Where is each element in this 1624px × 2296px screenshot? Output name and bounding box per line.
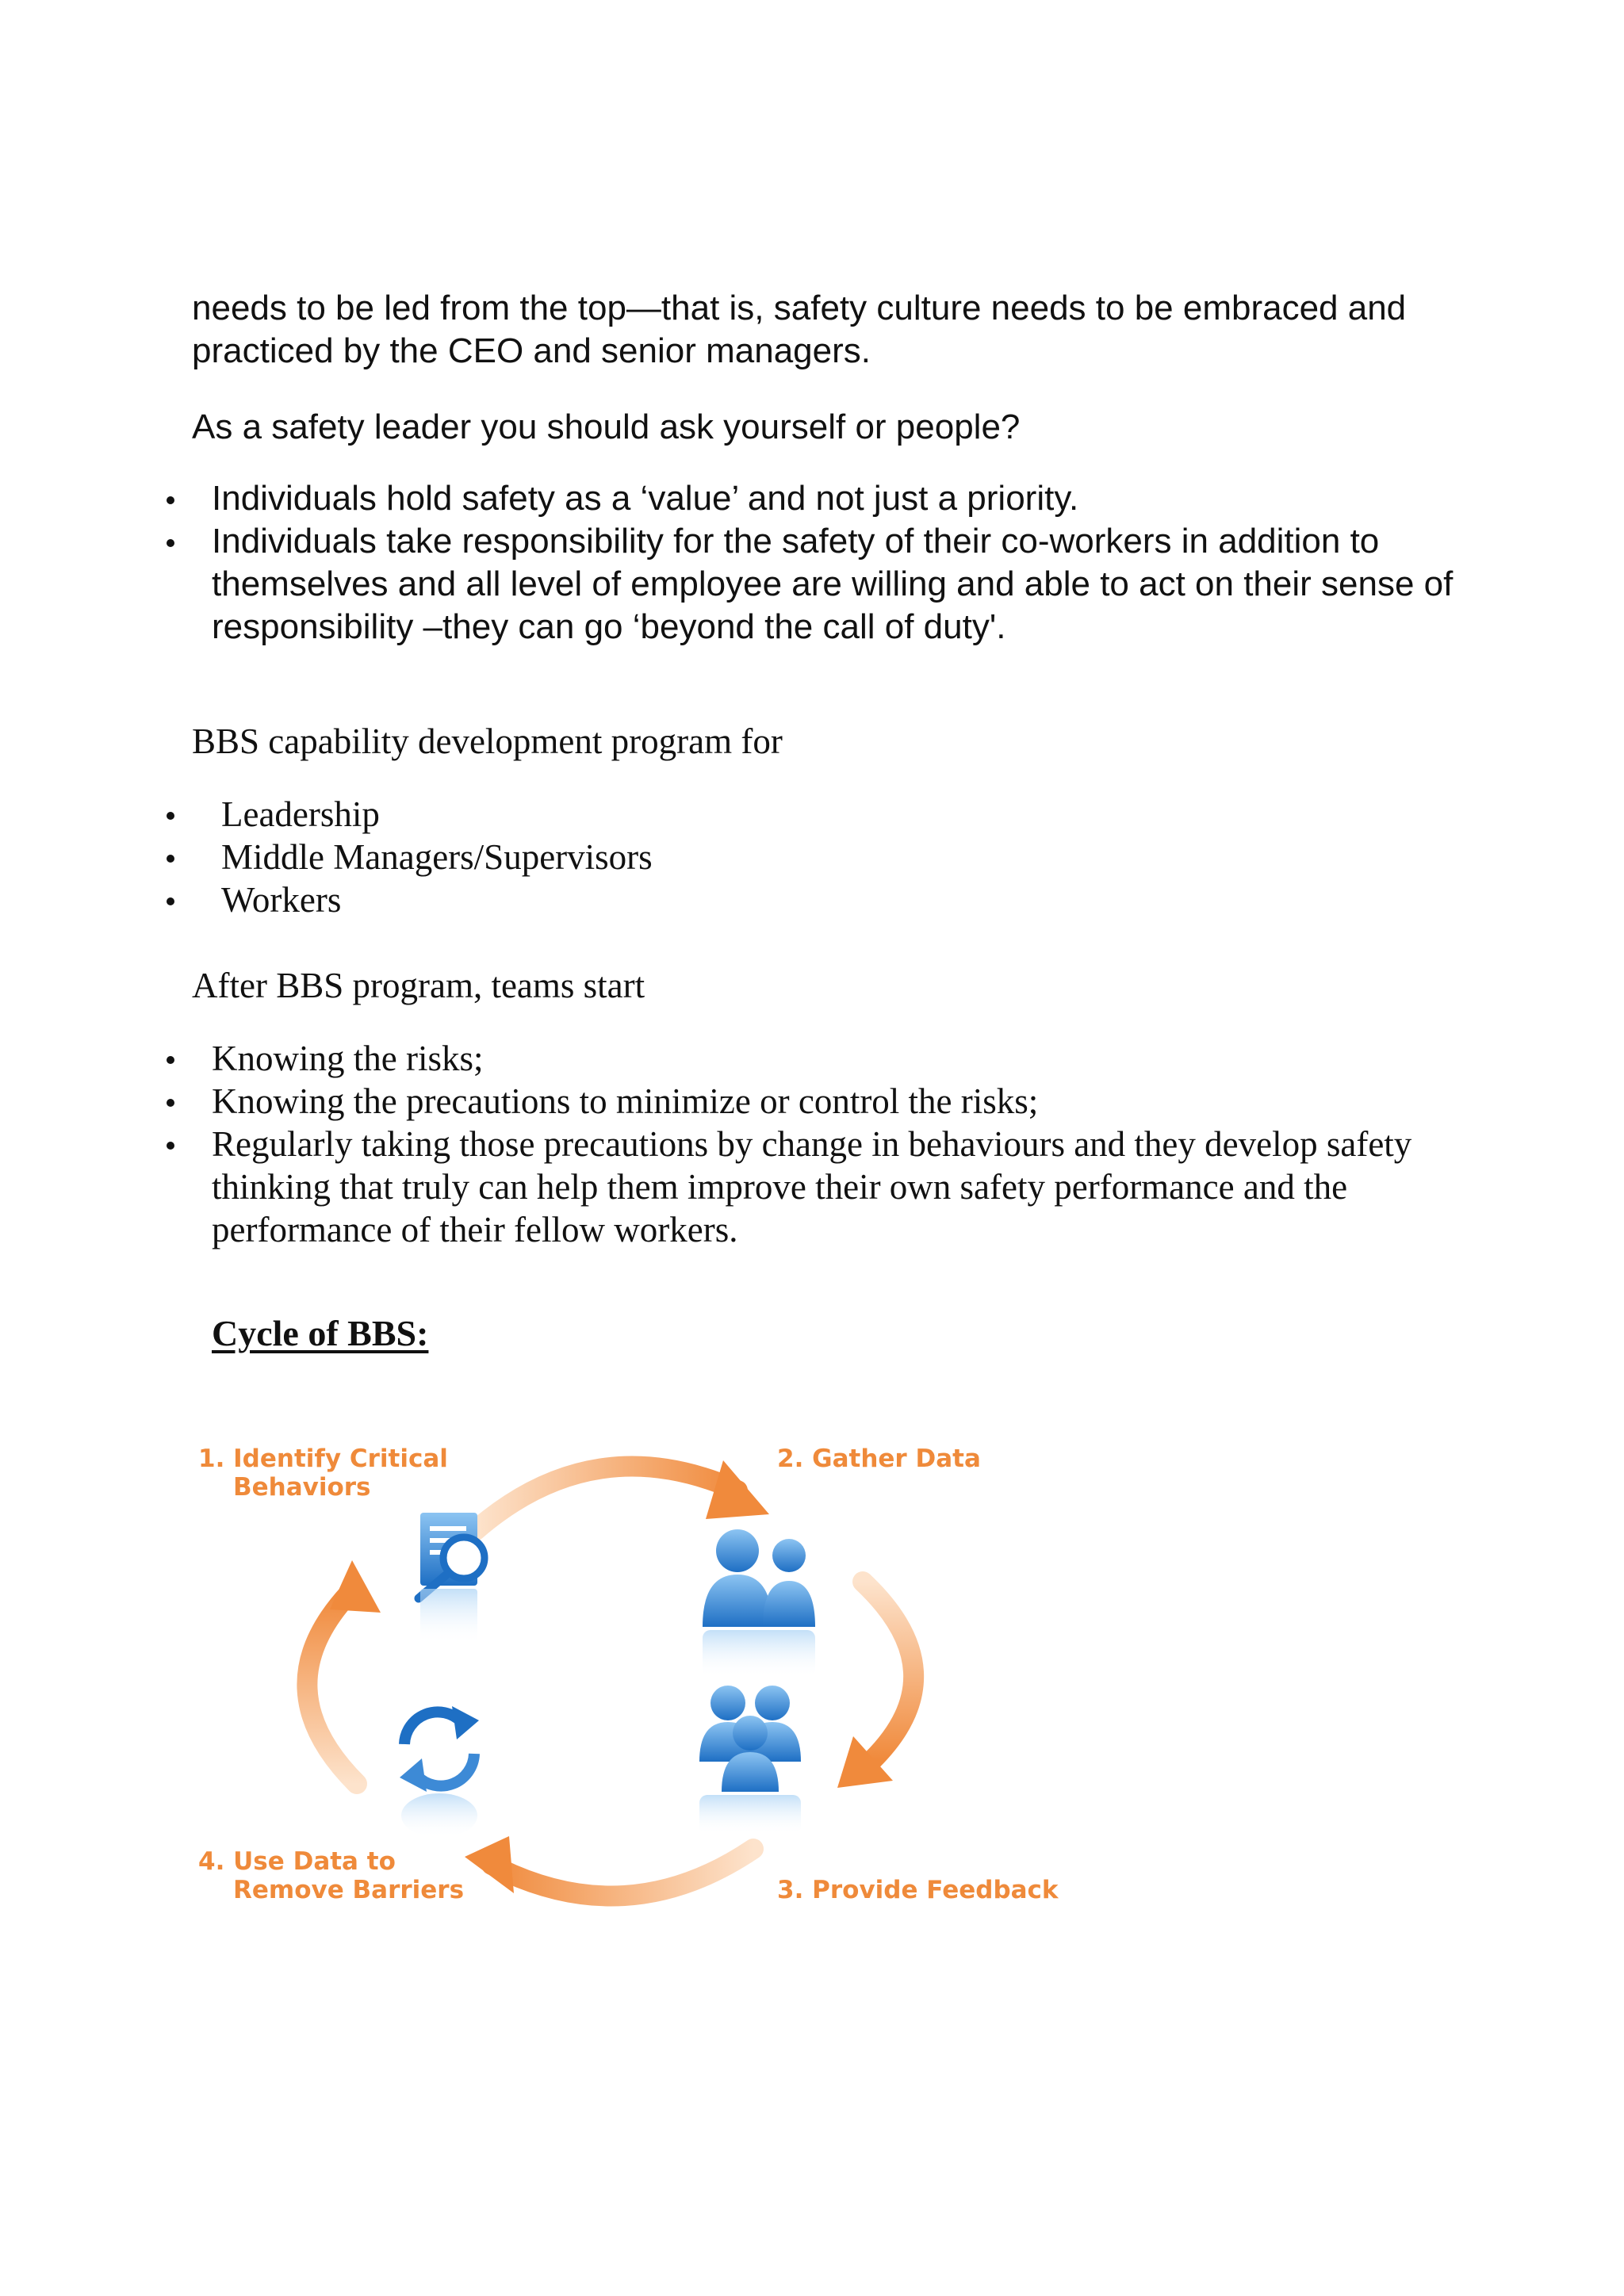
document-search-icon — [419, 1513, 485, 1644]
list-item: Individuals take responsibility for the safety of their co-workers in addition to themselves and all level of employee are willing and able to act on their sense of responsibility –they can go ‘beyond the call of duty'. — [0, 520, 1507, 649]
arrow-right — [837, 1582, 914, 1788]
group-people-icon — [699, 1686, 801, 1835]
list-item: Individuals hold safety as a ‘value’ and not just a priority. — [0, 477, 1507, 520]
step-4-label-line1: 4. Use Data to — [198, 1847, 396, 1876]
program-list — [0, 793, 1507, 921]
list-item: Workers — [0, 878, 1507, 921]
step-1-label-line1: 1. Identify Critical — [198, 1445, 448, 1473]
arrow-bottom — [465, 1836, 753, 1896]
program-heading: BBS capability development program for — [192, 721, 783, 761]
arrow-left — [307, 1560, 381, 1784]
list-item: Regularly taking those precautions by change in behaviours and they develop safety thinking that truly can help them improve their own safety performance and the performance of their fellow workers. — [0, 1123, 1507, 1251]
step-4-label-line2: Remove Barriers — [233, 1876, 465, 1904]
arrow-top — [476, 1460, 769, 1530]
two-people-icon — [703, 1529, 815, 1678]
list-item: Knowing the precautions to minimize or control the risks; — [0, 1080, 1507, 1123]
list-item: Leadership — [0, 793, 1507, 836]
leader-question: As a safety leader you should ask yourself or people? — [192, 408, 1021, 446]
step-1-label-line2: Behaviors — [233, 1473, 371, 1502]
step-2-label: 2. Gather Data — [777, 1445, 981, 1473]
step-3-label: 3. Provide Feedback — [777, 1876, 1059, 1904]
after-list — [0, 1037, 1507, 1251]
refresh-icon — [400, 1706, 479, 1838]
intro-continuation: needs to be led from the top—that is, safety culture needs to be embraced and practiced by the CEO and senior managers. — [192, 289, 1407, 370]
values-list — [0, 477, 1507, 649]
after-heading: After BBS program, teams start — [192, 966, 645, 1005]
cycle-title: Cycle of BBS: — [212, 1313, 429, 1353]
list-item: Middle Managers/Supervisors — [0, 836, 1507, 878]
bbs-cycle-diagram — [182, 1411, 1078, 1934]
list-item: Knowing the risks; — [0, 1037, 1507, 1080]
